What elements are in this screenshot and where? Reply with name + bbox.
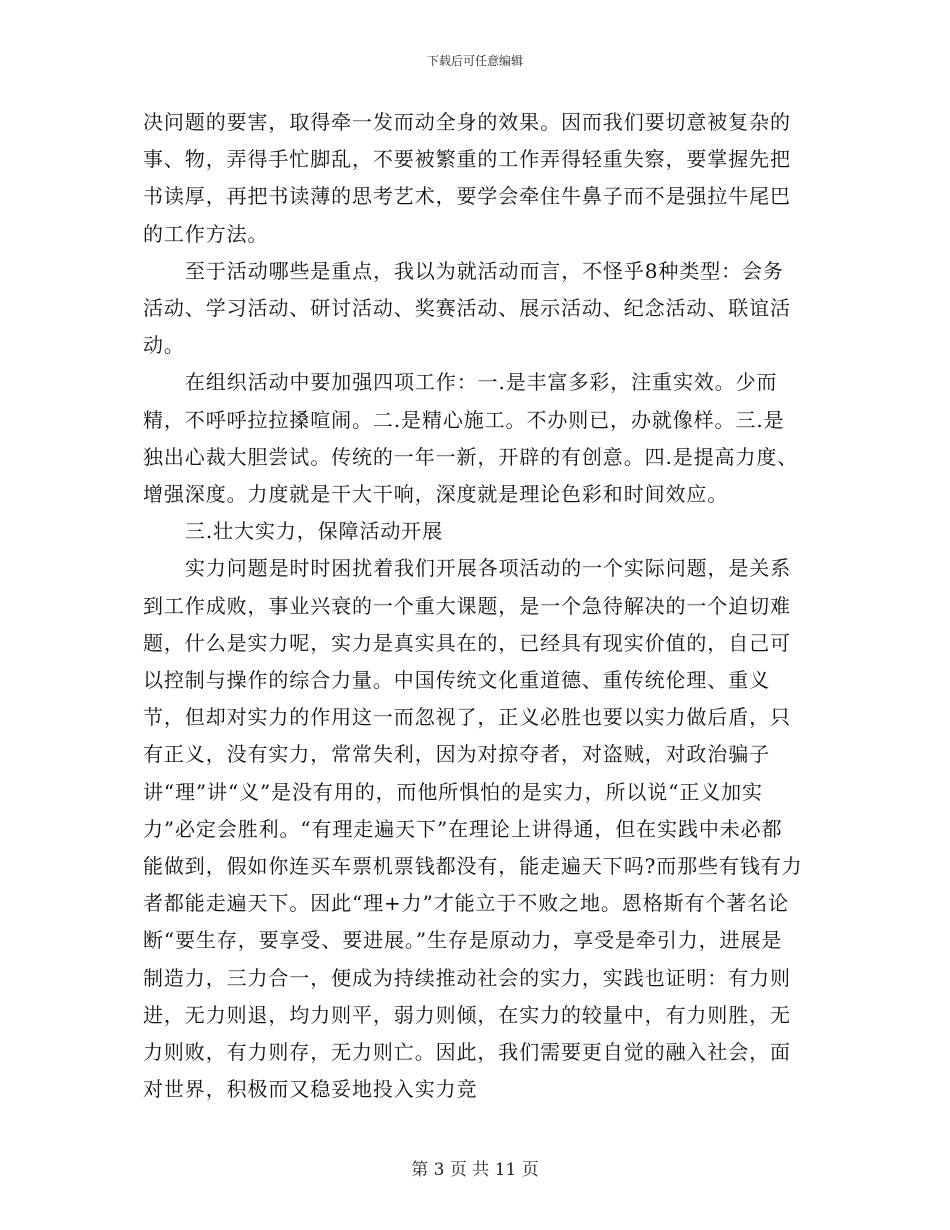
paragraph-2: 至于活动哪些是重点，我以为就活动而言，不怪乎8种类型：会务活动、学习活动、研讨活动、奖赛活动、展示活动、纪念活动、联谊活动。 [143,258,791,358]
page-header-note: 下载后可任意编辑 [426,54,523,68]
section-heading: 三.壮大实力，保障活动开展 [185,519,444,544]
paragraph-5: 实力问题是时时困扰着我们开展各项活动的一个实际问题，是关系到工作成败，事业兴衰的一个重大课题，是一个急待解决的一个迫切难题，什么是实力呢，实力是真实具在的，已经具有现实价值的，自己可以控制与操作的综合力量。中国传统文化重道德、重传统伦理、重义节，但却对实力的作用这一而忽视了，正义必胜也要以实力做后盾，只有正义，没有实力，常常失利，因为对掠夺者，对盗贼，对政治骗子讲“理”讲“义”是没有用的，而他所惧怕的是实力，所以说“正义加实力”必定会胜利。“有理走遍天下”在理论上讲得通，但在实践中未必都能做到，假如你连买车票机票钱都没有，能走遍天下吗?而那些有钱有力者都能走遍天下。因此“理+力”才能立于不败之地。恩格斯有个著名论断“要生存，要享受、要进展。”生存是原动力，享受是牵引力，进展是制造力，三力合一，便成为持续推动社会的实力，实践也证明：有力则进，无力则退，均力则平，弱力则倾，在实力的较量中，有力则胜，无力则败，有力则存，无力则亡。因此，我们需要更自觉的融入社会，面对世界，积极而又稳妥地投入实力竞 [143,556,803,1102]
paragraph-1: 决问题的要害，取得牵一发而动全身的效果。因而我们要切意被复杂的事、物，弄得手忙脚乱，不要被繁重的工作弄得轻重失察，要掌握先把书读厚，再把书读薄的思考艺术，要学会牵住牛鼻子而不是强拉牛尾巴的工作方法。 [143,110,791,246]
page-number: 第 3 页 共 11 页 [411,1160,539,1180]
document-body [143,104,803,1108]
paragraph-3: 在组织活动中要加强四项工作：一.是丰富多彩，注重实效。少而精，不呼呼拉拉搡喧闹。二.是精心施工。不办则已，办就像样。三.是独出心裁大胆尝试。传统的一年一新，开辟的有创意。四.是提高力度、增强深度。力度就是干大干响，深度就是理论色彩和时间效应。 [143,370,799,507]
